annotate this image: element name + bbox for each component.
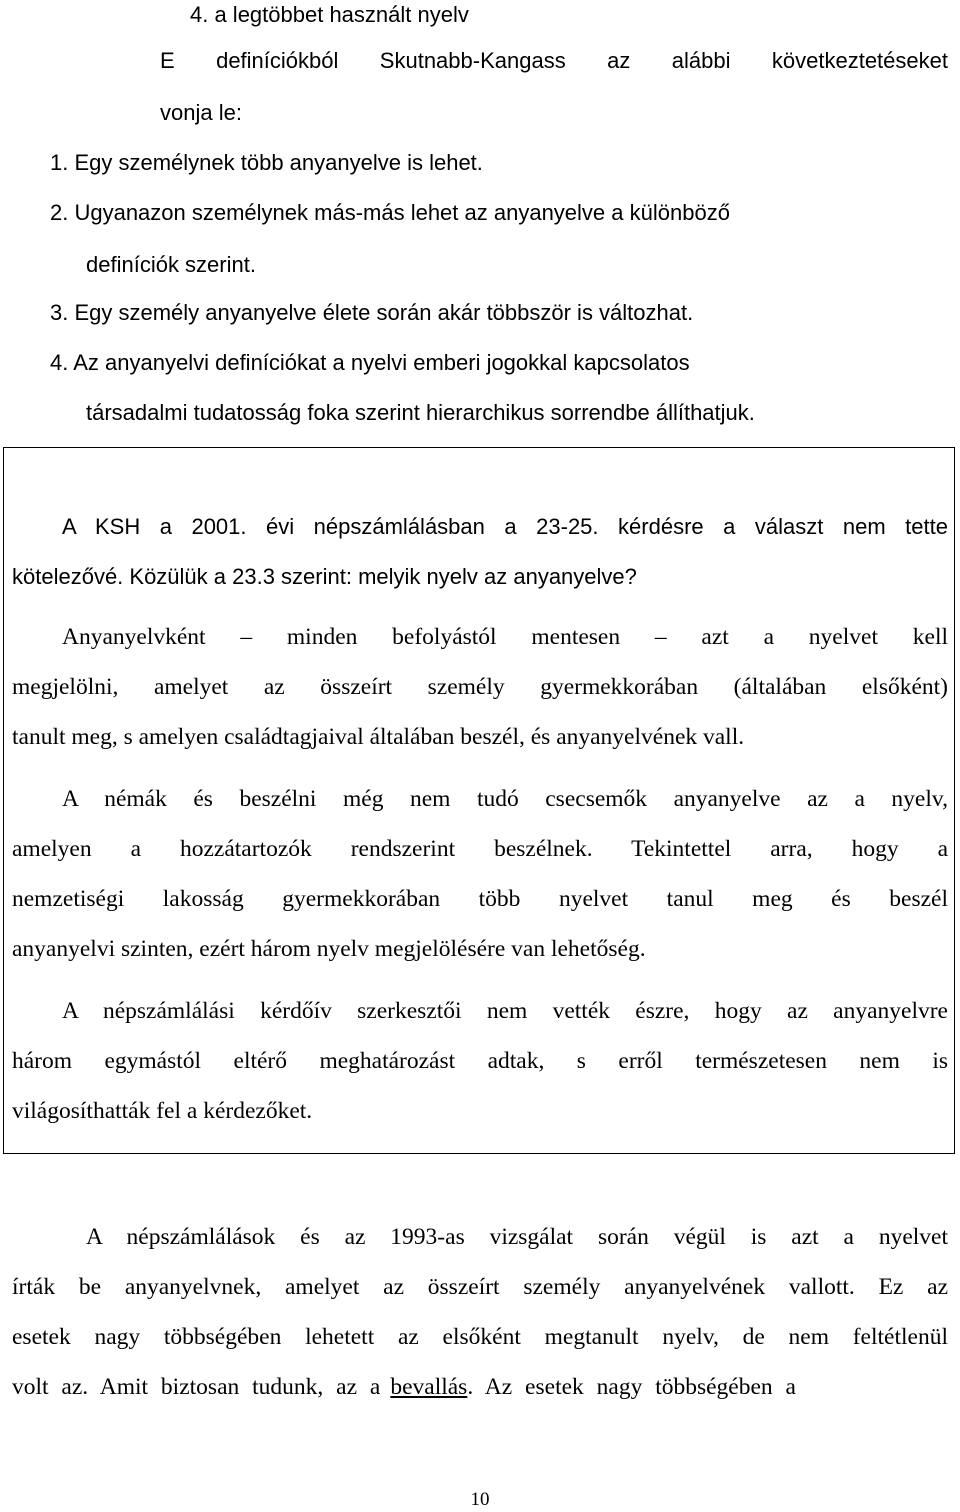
box-p2-line2: megjelölni, amelyet az összeírt személy gyermekkorában (általában elsőként): [12, 674, 948, 700]
conclusion-2-line2: definíciók szerint.: [86, 252, 256, 277]
body-line4-pre: volt az. Amit biztosan tudunk, az a: [12, 1374, 381, 1400]
box-p2-line1: Anyanyelvként – minden befolyástól mentesen – azt a nyelvet kell: [62, 624, 948, 650]
box-p2-line3: tanult meg, s amelyen családtagjaival általában beszél, és anyanyelvének vall.: [12, 724, 745, 750]
box-p3-line4: anyanyelvi szinten, ezért három nyelv megjelölésére van lehetőség.: [12, 936, 646, 962]
underlined-term-bevallas: bevallás: [390, 1374, 468, 1400]
conclusion-intro-line2: vonja le:: [160, 100, 242, 125]
box-p1-line1: A KSH a 2001. évi népszámlálásban a 23-25. kérdésre a választ nem tette: [62, 514, 948, 539]
body-line4-post: . Az esetek nagy többségében a: [467, 1374, 796, 1400]
conclusion-4-line1: 4. Az anyanyelvi definíciókat a nyelvi emberi jogokkal kapcsolatos: [50, 350, 690, 375]
conclusion-4-line2: társadalmi tudatosság foka szerint hierarchikus sorrendbe állíthatjuk.: [86, 400, 755, 425]
body-line4-rest: [380, 1372, 948, 1402]
conclusion-3: 3. Egy személy anyanyelve élete során akár többször is változhat.: [50, 300, 694, 325]
box-p4-line1: A népszámlálási kérdőív szerkesztői nem vették észre, hogy az anyanyelvre: [62, 998, 948, 1024]
conclusion-2-line1: 2. Ugyanazon személynek más-más lehet az anyanyelve a különböző: [50, 200, 730, 225]
conclusion-intro-line1: E definíciókból Skutnabb-Kangass az alábbi következtetéseket: [160, 48, 948, 73]
box-p3-line3: nemzetiségi lakosság gyermekkorában több nyelvet tanul meg és beszél: [12, 886, 948, 912]
box-p3-line2: amelyen a hozzátartozók rendszerint beszélnek. Tekintettel arra, hogy a: [12, 836, 948, 862]
body-line3: esetek nagy többségében lehetett az elsőként megtanult nyelv, de nem feltétlenül: [12, 1324, 948, 1350]
conclusion-1: 1. Egy személynek több anyanyelve is lehet.: [50, 150, 483, 175]
page-number: 10: [470, 1489, 490, 1510]
box-p4-line2: három egymástól eltérő meghatározást adtak, s erről természetesen nem is: [12, 1048, 948, 1074]
body-line4: [12, 1372, 948, 1402]
box-p4-line3: világosíthatták fel a kérdezőket.: [12, 1098, 313, 1124]
body-line1: A népszámlálások és az 1993-as vizsgálat során végül is azt a nyelvet: [86, 1224, 948, 1250]
box-p3-line1: A némák és beszélni még nem tudó csecsemők anyanyelve az a nyelv,: [62, 786, 948, 812]
body-line2: írták be anyanyelvnek, amelyet az összeírt személy anyanyelvének vallott. Ez az: [12, 1274, 948, 1300]
list-item-4: 4. a legtöbbet használt nyelv: [190, 2, 469, 27]
box-p1-line2: kötelezővé. Közülük a 23.3 szerint: melyik nyelv az anyanyelve?: [12, 564, 637, 589]
